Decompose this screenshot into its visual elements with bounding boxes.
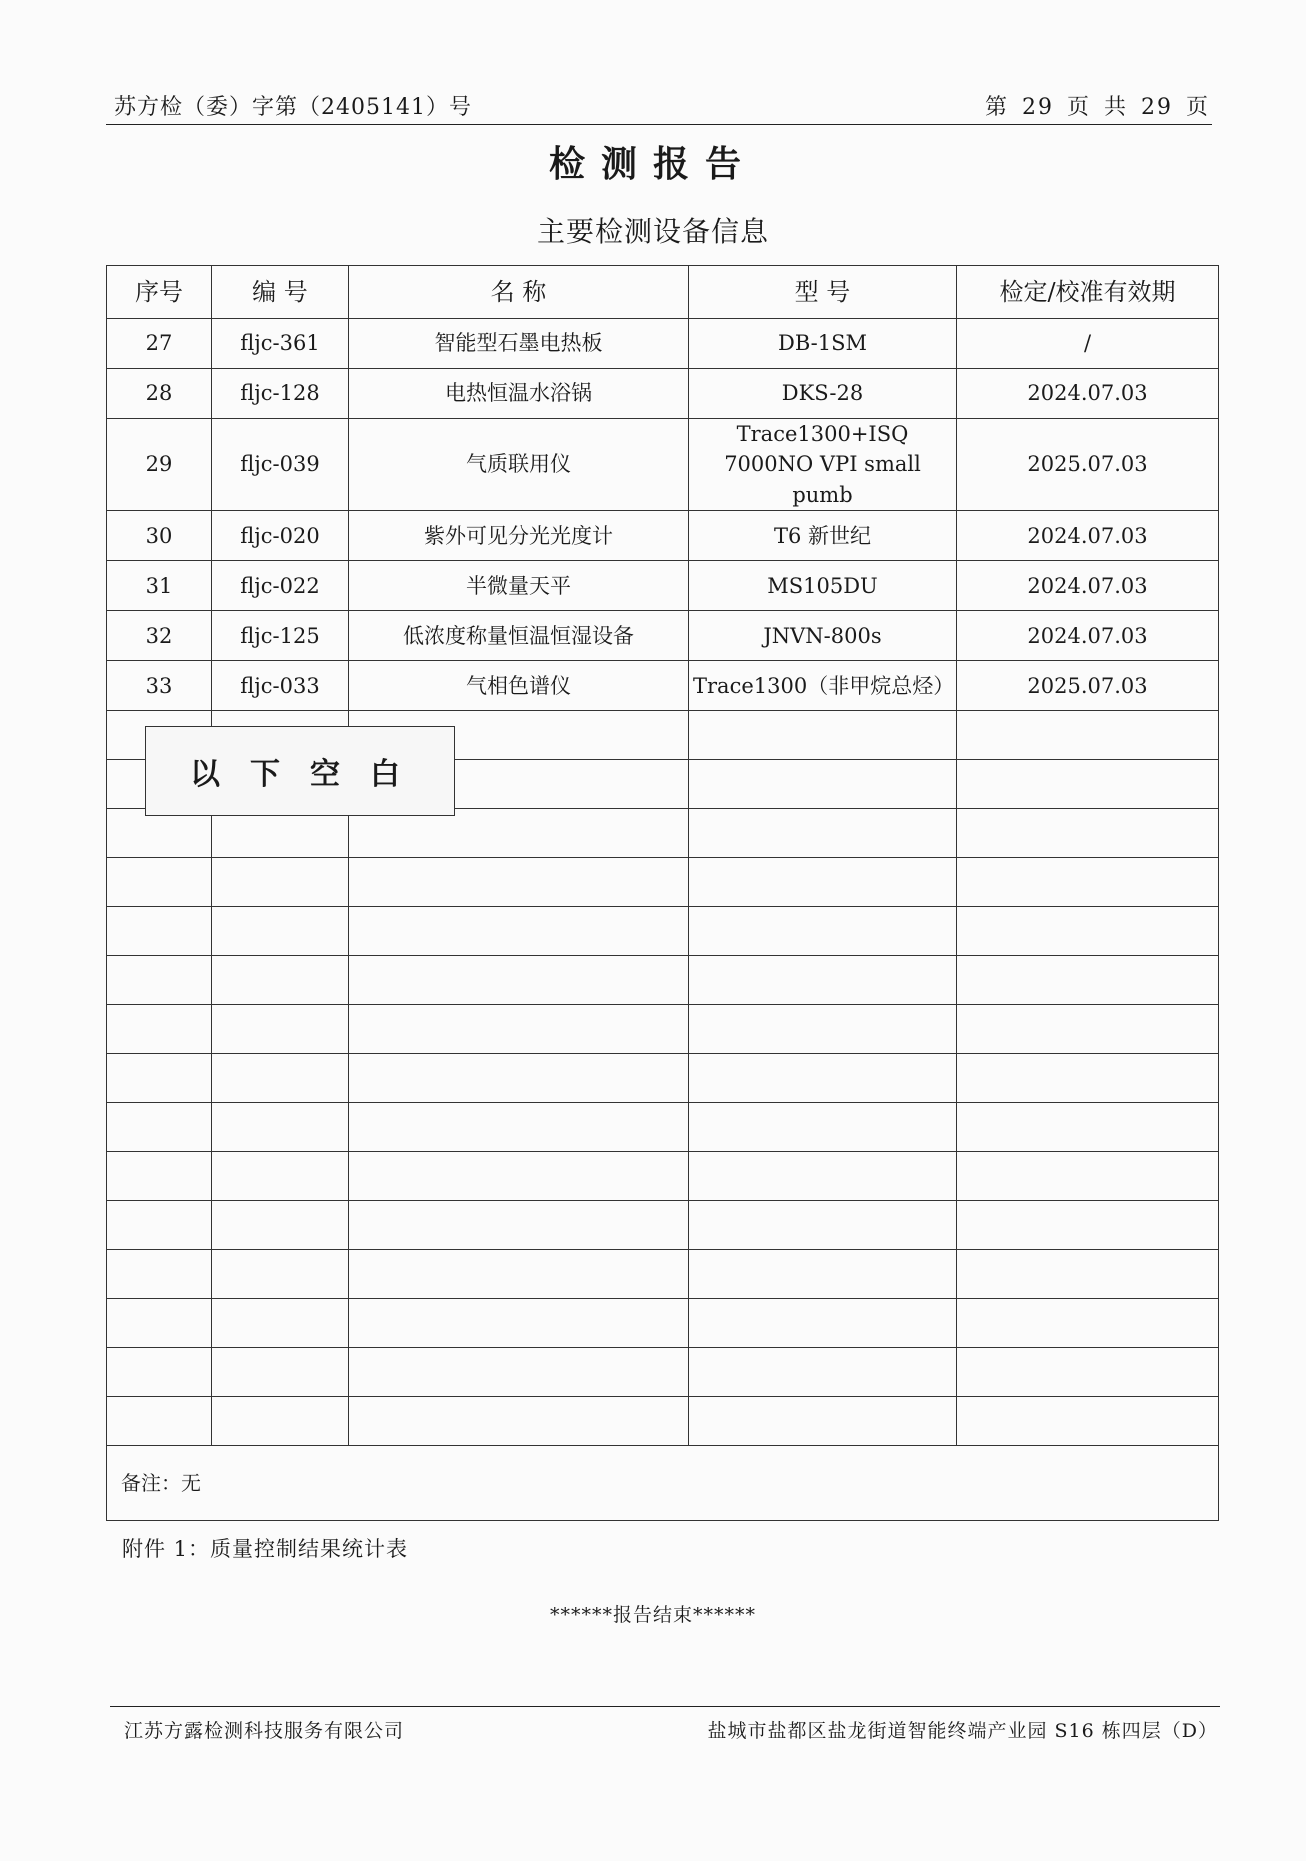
empty-cell (957, 1152, 1219, 1201)
empty-cell (212, 956, 349, 1005)
empty-cell (107, 809, 212, 858)
empty-cell (212, 907, 349, 956)
cell-name: 紫外可见分光光度计 (349, 511, 689, 561)
cell-model: Trace1300（非甲烷总烃） (689, 661, 957, 711)
footer-company: 江苏方露检测科技服务有限公司 (124, 1720, 405, 1742)
cell-model: DKS-28 (689, 369, 957, 419)
table-row (107, 511, 1219, 561)
empty-cell (107, 1152, 212, 1201)
cell-name: 半微量天平 (349, 561, 689, 611)
empty-cell (957, 1201, 1219, 1250)
empty-cell (107, 1054, 212, 1103)
attachment-note: 附件 1：质量控制结果统计表 (122, 1537, 409, 1561)
cell-seq: 32 (107, 611, 212, 661)
empty-cell (689, 858, 957, 907)
table-row (107, 369, 1219, 419)
empty-cell (212, 809, 349, 858)
cell-name: 低浓度称量恒温恒湿设备 (349, 611, 689, 661)
empty-cell (212, 1152, 349, 1201)
table-header-row (107, 266, 1219, 319)
cell-code: fljc-039 (212, 419, 349, 511)
col-header-name: 名 称 (349, 266, 689, 319)
empty-cell (212, 1054, 349, 1103)
empty-cell (957, 1005, 1219, 1054)
table-row (107, 611, 1219, 661)
empty-table-row (107, 1054, 1219, 1103)
empty-table-row (107, 1348, 1219, 1397)
empty-cell (212, 1250, 349, 1299)
cell-validity: 2024.07.03 (957, 369, 1219, 419)
empty-cell (689, 1005, 957, 1054)
empty-table-row (107, 858, 1219, 907)
empty-cell (349, 1103, 689, 1152)
empty-table-row (107, 956, 1219, 1005)
col-header-validity: 检定/校准有效期 (957, 266, 1219, 319)
empty-table-row (107, 1152, 1219, 1201)
empty-cell (212, 1103, 349, 1152)
cell-name: 智能型石墨电热板 (349, 319, 689, 369)
cell-code: fljc-022 (212, 561, 349, 611)
cell-name: 电热恒温水浴锅 (349, 369, 689, 419)
empty-cell (107, 858, 212, 907)
empty-table-row (107, 809, 1219, 858)
cell-code: fljc-020 (212, 511, 349, 561)
col-header-code: 编 号 (212, 266, 349, 319)
empty-cell (689, 1152, 957, 1201)
empty-cell (107, 1103, 212, 1152)
cell-seq: 30 (107, 511, 212, 561)
remark-row (107, 1446, 1219, 1521)
empty-cell (689, 1103, 957, 1152)
empty-cell (957, 1250, 1219, 1299)
empty-cell (349, 907, 689, 956)
blank-rows (107, 711, 1219, 1446)
empty-cell (957, 760, 1219, 809)
empty-cell (107, 956, 212, 1005)
empty-cell (349, 1201, 689, 1250)
cell-seq: 31 (107, 561, 212, 611)
cell-validity: 2024.07.03 (957, 511, 1219, 561)
empty-cell (957, 1299, 1219, 1348)
empty-cell (689, 956, 957, 1005)
footer-address: 盐城市盐都区盐龙街道智能终端产业园 S16 栋四层（D） (707, 1720, 1218, 1742)
cell-model: JNVN-800s (689, 611, 957, 661)
empty-cell (349, 1054, 689, 1103)
empty-cell (689, 1201, 957, 1250)
empty-cell (349, 1299, 689, 1348)
empty-cell (212, 1397, 349, 1446)
equipment-table (106, 265, 1219, 1521)
empty-table-row (107, 907, 1219, 956)
empty-cell (689, 1054, 957, 1103)
empty-cell (349, 858, 689, 907)
end-of-report-mark: ******报告结束****** (549, 1604, 756, 1626)
empty-cell (957, 1054, 1219, 1103)
empty-cell (689, 1348, 957, 1397)
empty-cell (107, 1250, 212, 1299)
cell-model: Trace1300+ISQ 7000NO VPI small pumb (689, 419, 957, 511)
empty-cell (107, 1397, 212, 1446)
empty-cell (107, 1348, 212, 1397)
empty-cell (349, 956, 689, 1005)
empty-cell (349, 1005, 689, 1054)
cell-validity: 2024.07.03 (957, 611, 1219, 661)
cell-seq: 29 (107, 419, 212, 511)
empty-cell (957, 1348, 1219, 1397)
empty-cell (212, 858, 349, 907)
cell-name: 气质联用仪 (349, 419, 689, 511)
blank-below-stamp: 以下空白 (145, 726, 455, 816)
cell-name: 气相色谱仪 (349, 661, 689, 711)
empty-cell (689, 1397, 957, 1446)
report-title: 检测报告 (548, 143, 757, 185)
empty-cell (957, 1103, 1219, 1152)
empty-table-row (107, 1250, 1219, 1299)
report-number: 苏方检（委）字第（2405141）号 (114, 95, 472, 120)
table-row (107, 419, 1219, 511)
table-row (107, 661, 1219, 711)
cell-seq: 28 (107, 369, 212, 419)
empty-table-row (107, 1201, 1219, 1250)
empty-cell (689, 1299, 957, 1348)
cell-model: T6 新世纪 (689, 511, 957, 561)
table-row (107, 319, 1219, 369)
page-indicator: 第 29 页 共 29 页 (985, 95, 1210, 120)
cell-seq: 33 (107, 661, 212, 711)
col-header-model: 型 号 (689, 266, 957, 319)
empty-cell (957, 907, 1219, 956)
empty-cell (957, 1397, 1219, 1446)
empty-cell (689, 907, 957, 956)
empty-cell (107, 1201, 212, 1250)
empty-cell (212, 1005, 349, 1054)
cell-model: DB-1SM (689, 319, 957, 369)
section-subtitle: 主要检测设备信息 (536, 215, 769, 248)
cell-code: fljc-361 (212, 319, 349, 369)
empty-table-row (107, 1005, 1219, 1054)
footer-rule (110, 1706, 1220, 1707)
empty-cell (957, 711, 1219, 760)
empty-cell (212, 1201, 349, 1250)
empty-cell (957, 858, 1219, 907)
empty-cell (349, 809, 689, 858)
cell-code: fljc-128 (212, 369, 349, 419)
cell-code: fljc-033 (212, 661, 349, 711)
empty-cell (957, 809, 1219, 858)
empty-cell (107, 907, 212, 956)
cell-code: fljc-125 (212, 611, 349, 661)
cell-model: MS105DU (689, 561, 957, 611)
empty-cell (689, 760, 957, 809)
empty-table-row (107, 1397, 1219, 1446)
empty-cell (349, 1250, 689, 1299)
col-header-seq: 序号 (107, 266, 212, 319)
empty-cell (107, 1005, 212, 1054)
empty-cell (689, 809, 957, 858)
empty-cell (689, 1250, 957, 1299)
empty-cell (349, 1397, 689, 1446)
empty-cell (349, 1152, 689, 1201)
cell-validity: 2024.07.03 (957, 561, 1219, 611)
cell-validity: 2025.07.03 (957, 419, 1219, 511)
empty-table-row (107, 1103, 1219, 1152)
empty-cell (107, 1299, 212, 1348)
empty-cell (212, 1299, 349, 1348)
empty-cell (349, 1348, 689, 1397)
empty-cell (957, 956, 1219, 1005)
empty-table-row (107, 1299, 1219, 1348)
cell-validity: 2025.07.03 (957, 661, 1219, 711)
table-row (107, 561, 1219, 611)
cell-validity: / (957, 319, 1219, 369)
empty-cell (689, 711, 957, 760)
remark-cell: 备注：无 (107, 1446, 1219, 1521)
header-rule (106, 124, 1212, 125)
cell-seq: 27 (107, 319, 212, 369)
empty-cell (212, 1348, 349, 1397)
